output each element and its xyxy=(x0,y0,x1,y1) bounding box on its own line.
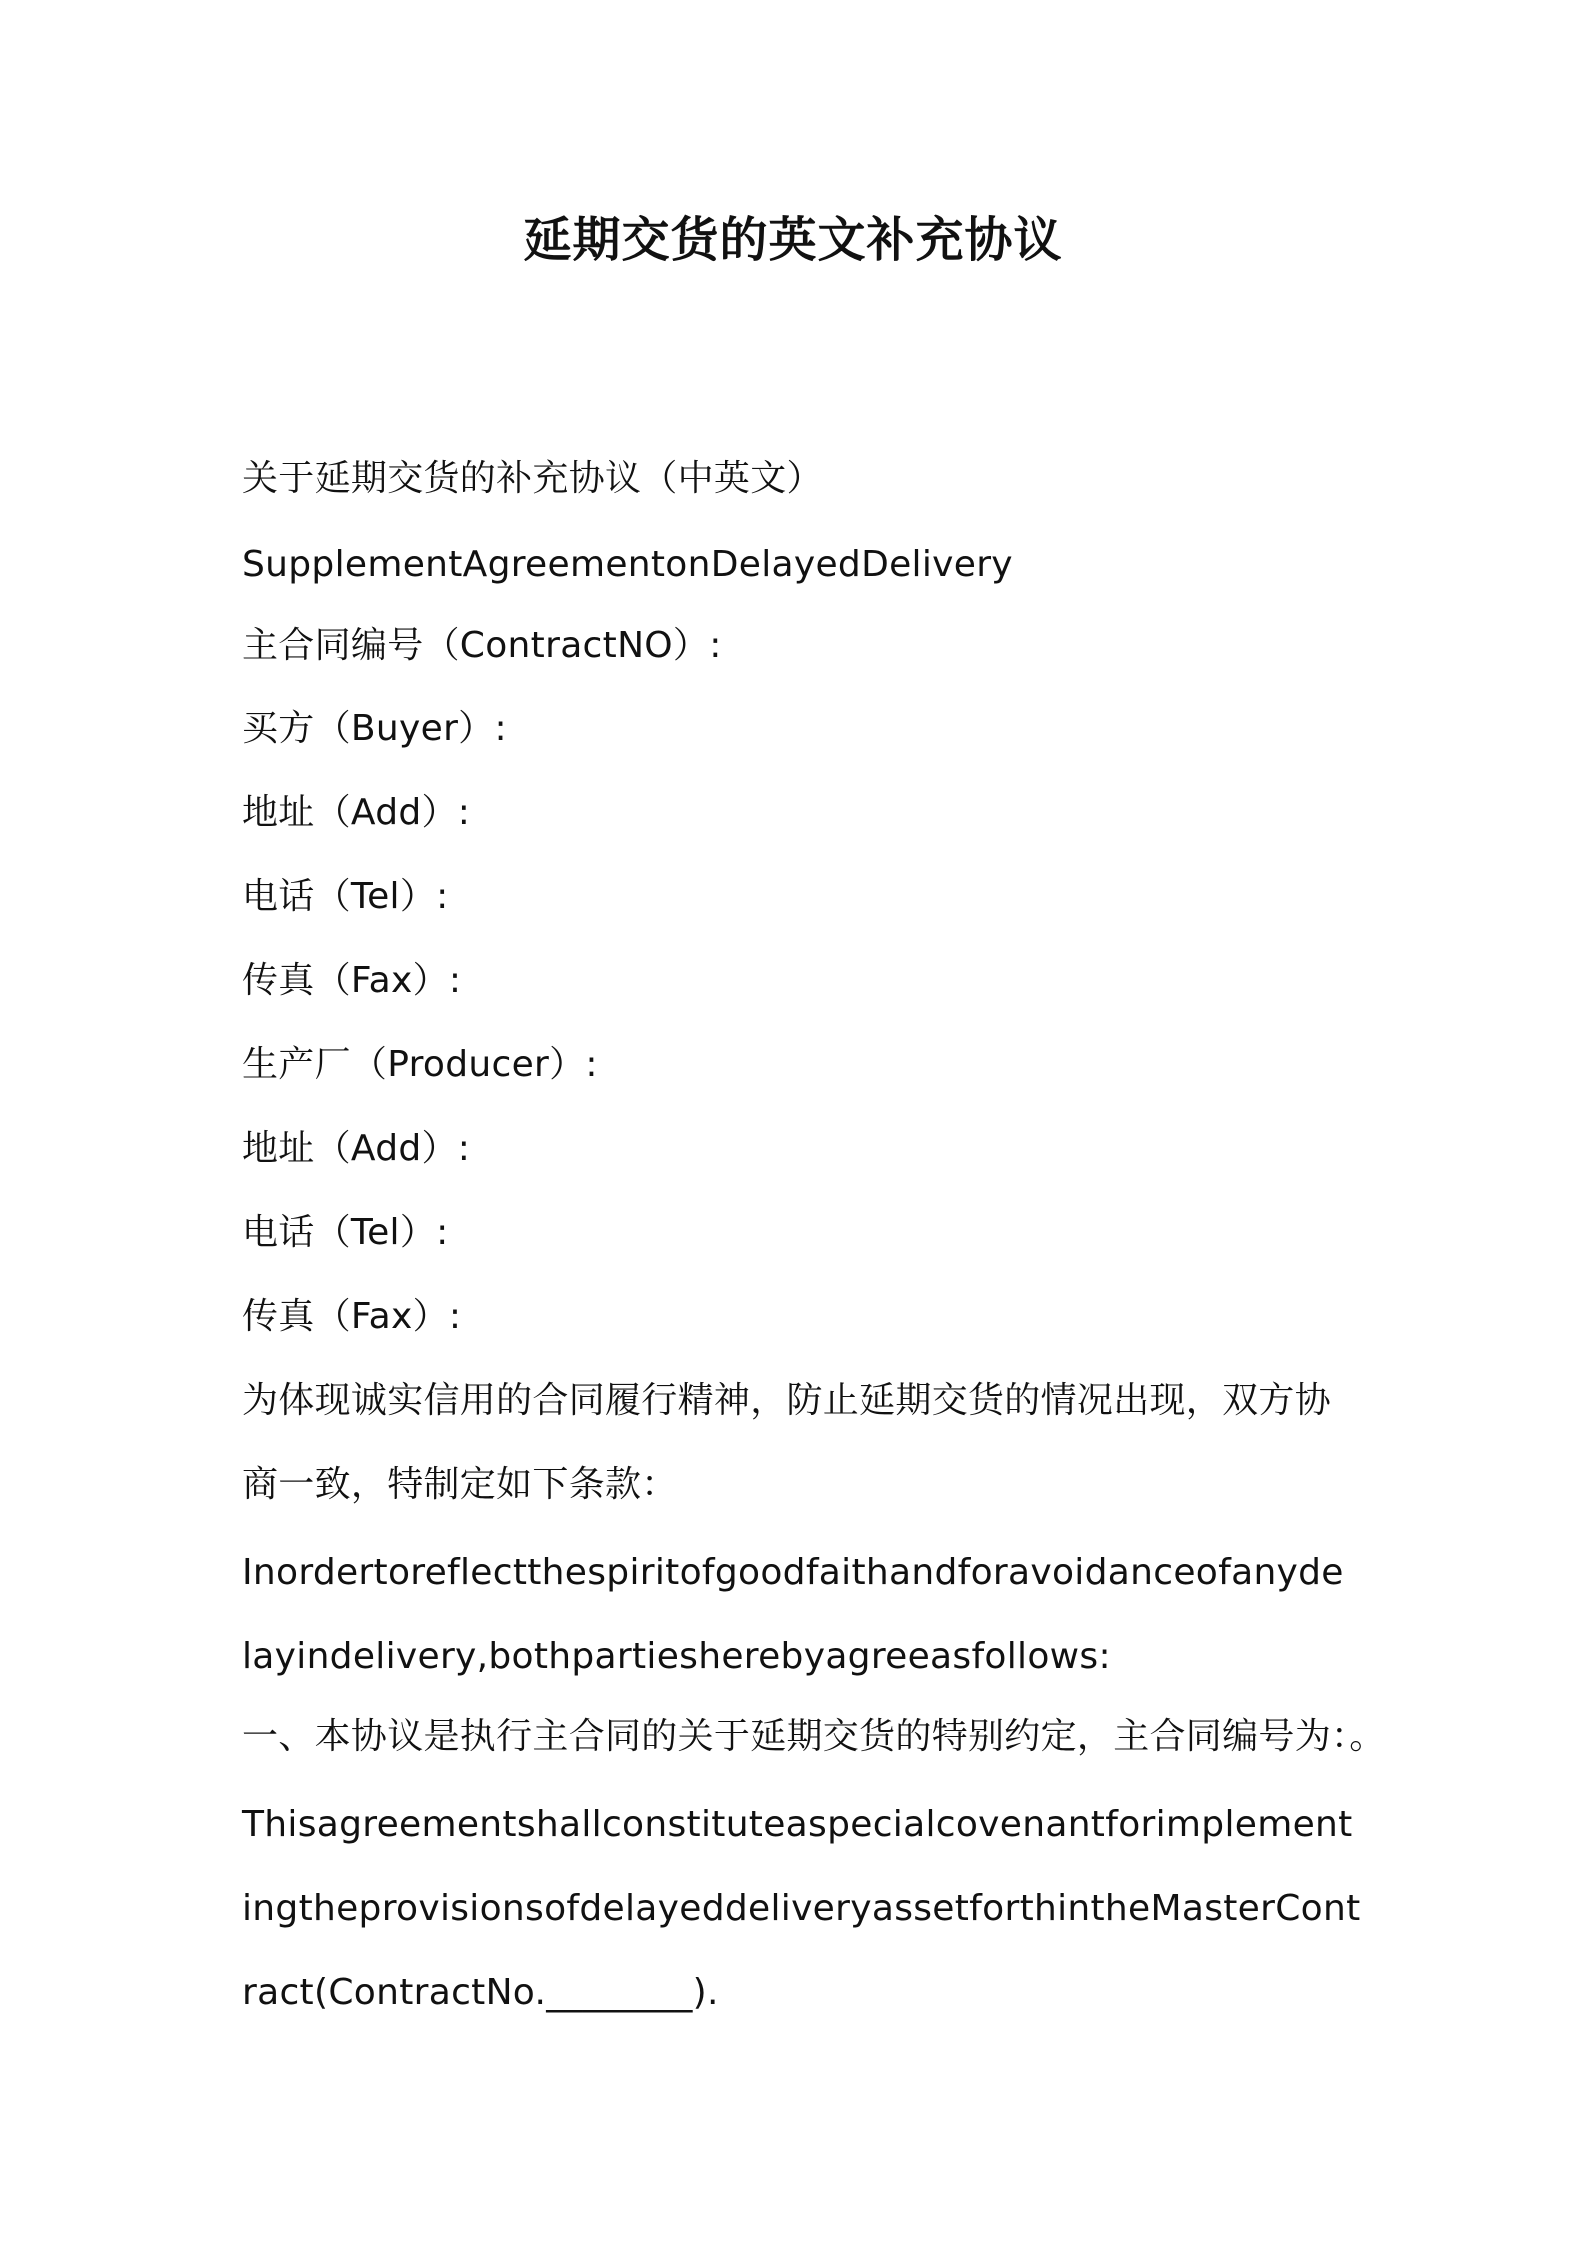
buyer-address-label: 地址（Add）: xyxy=(242,792,471,833)
producer-fax-label: 传真（Fax）: xyxy=(242,1296,462,1337)
clause-1-chinese: 一、本协议是执行主合同的关于延期交货的特别约定，主合同编号为：。 xyxy=(242,1716,1386,1757)
clause-1-english-line-2: ingtheprovisionsofdelayeddeliveryassetforthintheMasterCont xyxy=(242,1888,1361,1929)
producer-label: 生产厂（Producer）: xyxy=(242,1044,598,1085)
subtitle-english: SupplementAgreementonDelayedDelivery xyxy=(242,544,1013,585)
preamble-chinese-line-1: 为体现诚实信用的合同履行精神，防止延期交货的情况出现，双方协 xyxy=(242,1380,1332,1421)
clause-1-english-line-1: Thisagreementshallconstituteaspecialcovenantforimplement xyxy=(242,1804,1353,1845)
preamble-chinese-line-2: 商一致，特制定如下条款： xyxy=(242,1464,678,1505)
clause-1-english-line-3: ract(ContractNo.________). xyxy=(242,1972,719,2013)
buyer-fax-label: 传真（Fax）: xyxy=(242,960,462,1001)
producer-address-label: 地址（Add）: xyxy=(242,1128,471,1169)
preamble-english-line-2: layindelivery,bothpartiesherebyagreeasfollows: xyxy=(242,1636,1111,1677)
buyer-label: 买方（Buyer）: xyxy=(242,708,507,749)
document-title: 延期交货的英文补充协议 xyxy=(523,212,1063,268)
subtitle-chinese: 关于延期交货的补充协议（中英文） xyxy=(242,458,823,499)
producer-tel-label: 电话（Tel）: xyxy=(242,1212,449,1253)
preamble-english-line-1: Inordertoreflectthespiritofgoodfaithandforavoidanceofanyde xyxy=(242,1552,1344,1593)
buyer-tel-label: 电话（Tel）: xyxy=(242,876,449,917)
contract-number-label: 主合同编号（ContractNO）: xyxy=(242,625,722,666)
